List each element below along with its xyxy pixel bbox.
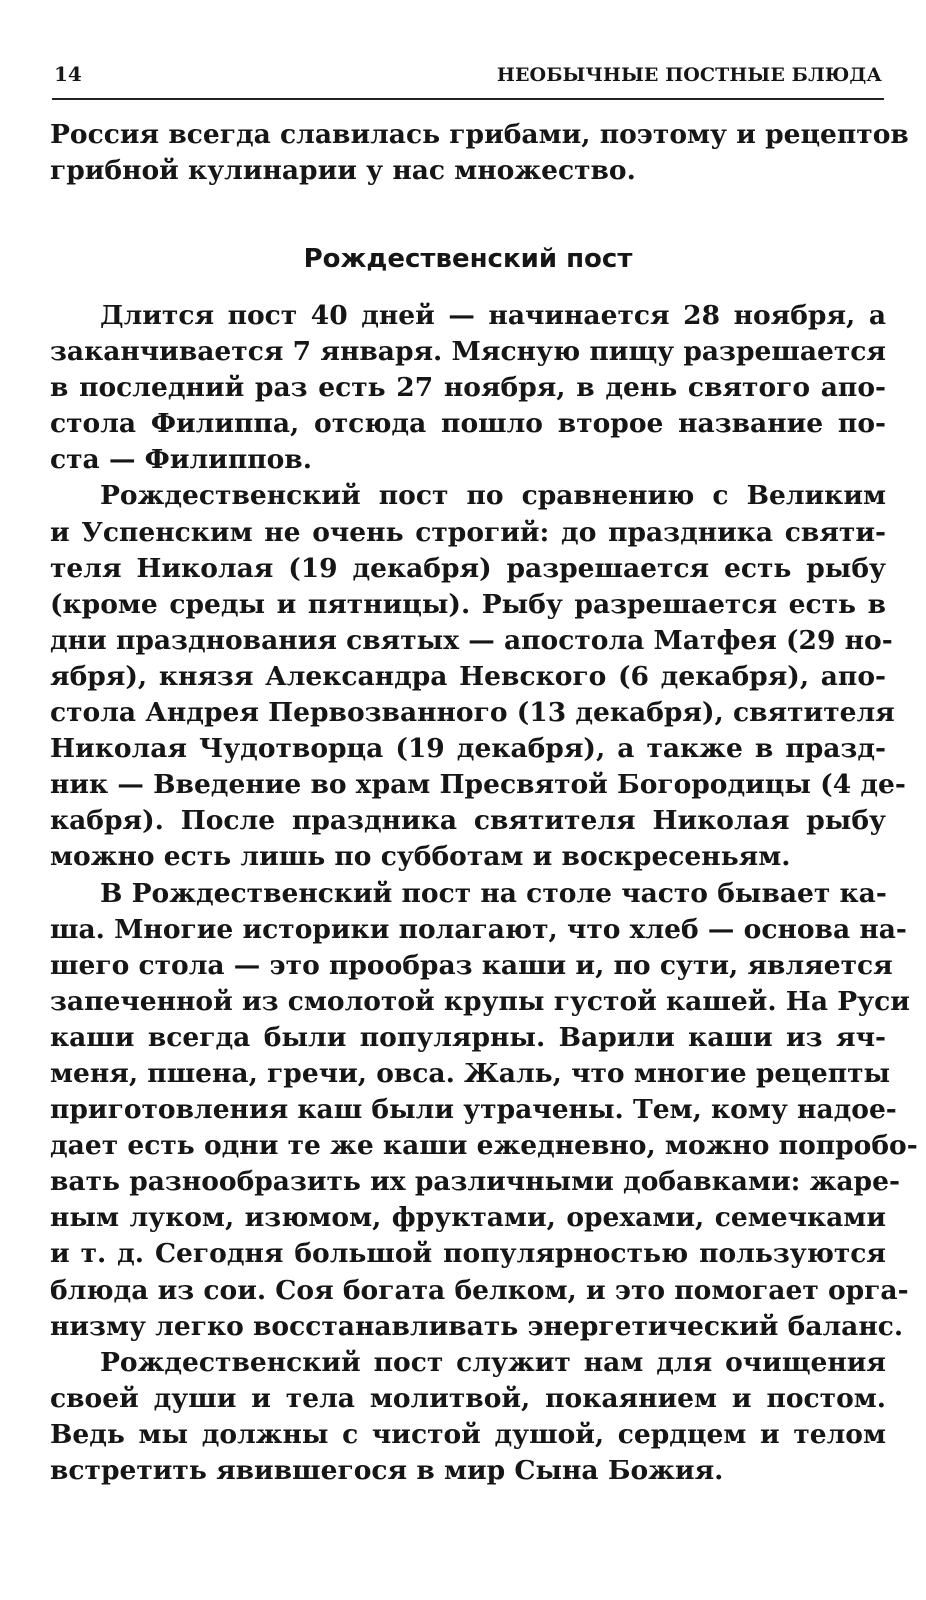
text-line: Россия всегда славилась грибами, поэтому и рецептов [50, 119, 909, 150]
text-line: грибной кулинарии у нас множество. [50, 155, 636, 187]
text-line: Длится пост 40 дней — начинается 28 ноября, а [100, 300, 886, 331]
text-line: ября), князя Александра Невского (6 декабря), апо- [50, 660, 886, 692]
text-line: заканчивается 7 января. Мясную пищу разрешается [50, 336, 886, 368]
page-number: 14 [54, 62, 82, 86]
text-line: (кроме среды и пятницы). Рыбу разрешается есть в [50, 588, 886, 620]
text-line: кабря). После праздника святителя Николая рыбу [50, 805, 886, 837]
text-line: стола Андрея Первозванного (13 декабря), святителя [50, 697, 895, 729]
text-line: каши всегда были популярны. Варили каши из яч- [50, 1021, 886, 1053]
intro-paragraph [50, 117, 909, 189]
text-line: В Рождественский пост на столе часто бывает ка- [100, 877, 887, 909]
text-line: теля Николая (19 декабря) разрешается есть рыбу [50, 552, 886, 584]
text-line: ша. Многие историки полагают, что хлеб — основа на- [50, 913, 907, 945]
text-line: Рождественский пост по сравнению с Великим [100, 480, 886, 512]
text-line: своей души и тела молитвой, покаянием и постом. [50, 1382, 886, 1414]
section-body [50, 298, 918, 1489]
text-line: и т. д. Сегодня большой популярностью пользуются [50, 1238, 886, 1270]
text-line: низму легко восстанавливать энергетический баланс. [50, 1310, 904, 1342]
text-line: встретить явившегося в мир Сына Божия. [50, 1455, 724, 1486]
section-heading: Рождественский пост [303, 244, 633, 274]
text-line: можно есть лишь по субботам и воскресеньям. [50, 841, 791, 873]
text-line: Ведь мы должны с чистой душой, сердцем и телом [50, 1418, 886, 1450]
book-title: НЕОБЫЧНЫЕ ПОСТНЫЕ БЛЮДА [496, 64, 882, 86]
text-line: ник — Введение во храм Пресвятой Богородицы (4 де- [50, 769, 906, 801]
text-line: запеченной из смолотой крупы густой кашей. На Руси [50, 985, 910, 1017]
text-line: Николая Чудотворца (19 декабря), а также в празд- [50, 733, 886, 765]
text-line: в последний раз есть 27 ноября, в день святого апо- [50, 372, 886, 404]
text-line: стола Филиппа, отсюда пошло второе название по- [50, 408, 886, 440]
running-head [52, 58, 884, 100]
text-line: блюда из сои. Соя богата белком, и это помогает орга- [50, 1274, 909, 1306]
text-line: ста — Филиппов. [50, 444, 312, 476]
text-line: ным луком, изюмом, фруктами, орехами, семечками [50, 1202, 886, 1234]
text-line: дает есть одни те же каши ежедневно, можно попробо- [50, 1130, 918, 1162]
text-line: и Успенским не очень строгий: до праздника святи- [50, 516, 886, 548]
text-line: дни празднования святых — апостола Матфея (29 но- [50, 624, 893, 656]
text-line: Рождественский пост служит нам для очищения [100, 1346, 886, 1378]
text-line: шего стола — это прообраз каши и, по сути, является [50, 949, 893, 981]
text-line: меня, пшена, гречи, овса. Жаль, что многие рецепты [50, 1057, 891, 1089]
text-line: приготовления каш были утрачены. Тем, кому надое- [50, 1094, 897, 1126]
text-line: вать разнообразить их различными добавками: жаре- [50, 1166, 900, 1198]
